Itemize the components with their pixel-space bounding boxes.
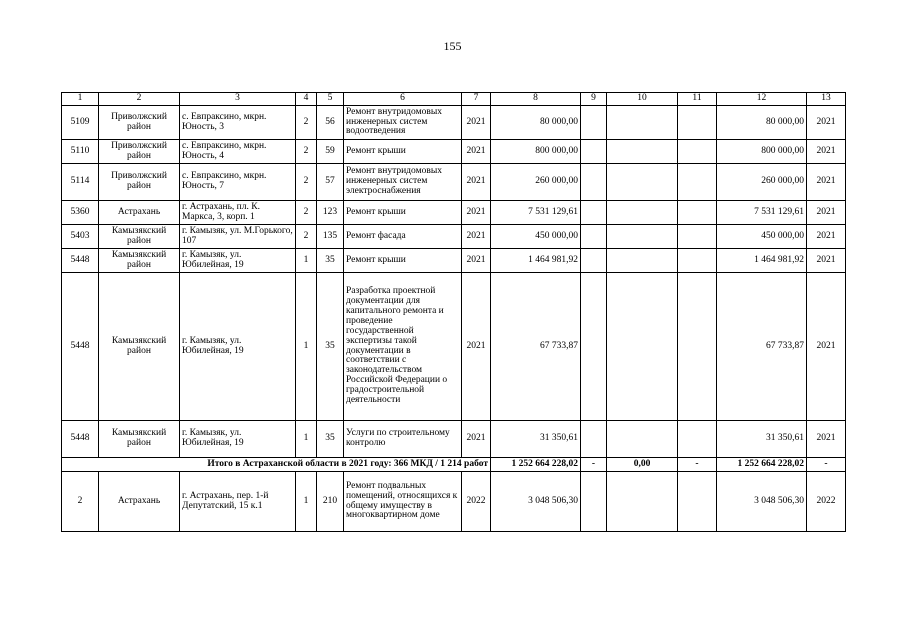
cell-col-11 xyxy=(678,201,717,225)
cell-total-cost: 1 464 981,92 xyxy=(717,249,807,273)
cell-house-id: 5109 xyxy=(62,106,99,140)
cell-col-11 xyxy=(678,225,717,249)
cell-address: г. Камызяк, ул. Юбилейная, 19 xyxy=(180,249,296,273)
cell-total-cost: 67 733,87 xyxy=(717,273,807,421)
cell-address: г. Камызяк, ул. М.Горького, 107 xyxy=(180,225,296,249)
cell-cost: 1 464 981,92 xyxy=(491,249,581,273)
cell-col-11 xyxy=(678,164,717,201)
cell-house-id: 5448 xyxy=(62,273,99,421)
cell-year: 2021 xyxy=(462,421,491,458)
cell-col-5: 35 xyxy=(317,249,344,273)
cell-col-10 xyxy=(607,140,678,164)
cell-col-10 xyxy=(607,201,678,225)
cell-cost: 450 000,00 xyxy=(491,225,581,249)
cell-year: 2021 xyxy=(462,201,491,225)
cell-work-type: Ремонт крыши xyxy=(344,249,462,273)
cell-year: 2021 xyxy=(462,164,491,201)
cell-municipality: Приволжский район xyxy=(99,140,180,164)
total-total-cost: 1 252 664 228,02 xyxy=(717,458,807,472)
cell-house-id: 5448 xyxy=(62,421,99,458)
cell-municipality: Камызякский район xyxy=(99,421,180,458)
table-row xyxy=(62,421,846,458)
cell-col-5: 35 xyxy=(317,421,344,458)
cell-col-4: 2 xyxy=(296,201,317,225)
cell-house-id: 5110 xyxy=(62,140,99,164)
cell-work-type: Ремонт крыши xyxy=(344,201,462,225)
cell-total-cost: 260 000,00 xyxy=(717,164,807,201)
header-cell: 9 xyxy=(581,93,607,106)
cell-col-9 xyxy=(581,164,607,201)
cell-work-type: Ремонт внутридомовых инженерных систем электроснабжения xyxy=(344,164,462,201)
cell-col-11 xyxy=(678,472,717,532)
cell-col-11 xyxy=(678,273,717,421)
cell-cost: 800 000,00 xyxy=(491,140,581,164)
cell-col-9 xyxy=(581,140,607,164)
cell-col-9 xyxy=(581,421,607,458)
header-cell: 10 xyxy=(607,93,678,106)
header-cell: 3 xyxy=(180,93,296,106)
cell-col-11 xyxy=(678,106,717,140)
cell-total-cost: 80 000,00 xyxy=(717,106,807,140)
cell-col-10 xyxy=(607,225,678,249)
cell-municipality: Астрахань xyxy=(99,201,180,225)
header-cell: 4 xyxy=(296,93,317,106)
cell-address: г. Астрахань, пл. К. Маркса, 3, корп. 1 xyxy=(180,201,296,225)
cell-year: 2021 xyxy=(462,273,491,421)
cell-col-9 xyxy=(581,225,607,249)
cell-col-10 xyxy=(607,164,678,201)
table-row xyxy=(62,225,846,249)
cell-municipality: Камызякский район xyxy=(99,225,180,249)
cell-work-type: Разработка проектной документации для капитального ремонта и проведение государственной экспертизы такой документации в соответствии с законодательством Российской Федерации о градостроительной деятельности xyxy=(344,273,462,421)
cell-year: 2021 xyxy=(462,106,491,140)
cell-address: с. Евпраксино, мкрн. Юность, 4 xyxy=(180,140,296,164)
cell-work-type: Ремонт фасада xyxy=(344,225,462,249)
cell-col-10 xyxy=(607,106,678,140)
cell-total-cost: 450 000,00 xyxy=(717,225,807,249)
table-row xyxy=(62,249,846,273)
cell-house-id: 5403 xyxy=(62,225,99,249)
cell-year: 2021 xyxy=(462,225,491,249)
cell-col-4: 2 xyxy=(296,225,317,249)
cell-house-id: 2 xyxy=(62,472,99,532)
cell-year-end: 2021 xyxy=(807,249,846,273)
cell-col-4: 1 xyxy=(296,421,317,458)
total-col-9: - xyxy=(581,458,607,472)
cell-col-10 xyxy=(607,421,678,458)
cell-col-4: 2 xyxy=(296,106,317,140)
cell-work-type: Ремонт крыши xyxy=(344,140,462,164)
header-cell: 1 xyxy=(62,93,99,106)
header-cell: 5 xyxy=(317,93,344,106)
cell-year-end: 2021 xyxy=(807,164,846,201)
cell-col-5: 59 xyxy=(317,140,344,164)
cell-col-5: 135 xyxy=(317,225,344,249)
cell-house-id: 5114 xyxy=(62,164,99,201)
total-year-end: - xyxy=(807,458,846,472)
cell-municipality: Астрахань xyxy=(99,472,180,532)
total-row xyxy=(62,458,846,472)
cell-col-11 xyxy=(678,140,717,164)
cell-municipality: Приволжский район xyxy=(99,164,180,201)
cell-address: г. Камызяк, ул. Юбилейная, 19 xyxy=(180,273,296,421)
cell-col-4: 1 xyxy=(296,273,317,421)
cell-col-10 xyxy=(607,273,678,421)
cell-year-end: 2022 xyxy=(807,472,846,532)
cell-col-9 xyxy=(581,201,607,225)
cell-cost: 7 531 129,61 xyxy=(491,201,581,225)
cell-col-4: 2 xyxy=(296,140,317,164)
total-col-11: - xyxy=(678,458,717,472)
header-cell: 11 xyxy=(678,93,717,106)
total-cost: 1 252 664 228,02 xyxy=(491,458,581,472)
cell-address: с. Евпраксино, мкрн. Юность, 3 xyxy=(180,106,296,140)
cell-municipality: Камызякский район xyxy=(99,273,180,421)
cell-address: г. Камызяк, ул. Юбилейная, 19 xyxy=(180,421,296,458)
cell-total-cost: 3 048 506,30 xyxy=(717,472,807,532)
cell-address: с. Евпраксино, мкрн. Юность, 7 xyxy=(180,164,296,201)
header-cell: 7 xyxy=(462,93,491,106)
repair-program-table xyxy=(61,92,846,532)
cell-work-type: Ремонт внутридомовых инженерных систем водоотведения xyxy=(344,106,462,140)
cell-cost: 67 733,87 xyxy=(491,273,581,421)
table-row xyxy=(62,472,846,532)
cell-total-cost: 800 000,00 xyxy=(717,140,807,164)
cell-col-4: 1 xyxy=(296,249,317,273)
cell-col-4: 2 xyxy=(296,164,317,201)
cell-col-4: 1 xyxy=(296,472,317,532)
header-row xyxy=(62,93,846,106)
cell-year-end: 2021 xyxy=(807,273,846,421)
cell-year-end: 2021 xyxy=(807,106,846,140)
cell-year: 2021 xyxy=(462,249,491,273)
cell-col-9 xyxy=(581,249,607,273)
cell-municipality: Приволжский район xyxy=(99,106,180,140)
cell-col-9 xyxy=(581,273,607,421)
cell-col-5: 56 xyxy=(317,106,344,140)
cell-col-5: 57 xyxy=(317,164,344,201)
header-cell: 2 xyxy=(99,93,180,106)
cell-col-9 xyxy=(581,472,607,532)
cell-year: 2022 xyxy=(462,472,491,532)
total-label: Итого в Астраханской области в 2021 году: 366 МКД / 1 214 работ xyxy=(62,458,491,472)
cell-cost: 260 000,00 xyxy=(491,164,581,201)
cell-year-end: 2021 xyxy=(807,225,846,249)
cell-year-end: 2021 xyxy=(807,201,846,225)
header-cell: 6 xyxy=(344,93,462,106)
cell-cost: 80 000,00 xyxy=(491,106,581,140)
cell-cost: 3 048 506,30 xyxy=(491,472,581,532)
cell-col-5: 210 xyxy=(317,472,344,532)
page-number: 155 xyxy=(443,39,462,53)
cell-house-id: 5360 xyxy=(62,201,99,225)
cell-col-9 xyxy=(581,106,607,140)
cell-municipality: Камызякский район xyxy=(99,249,180,273)
cell-house-id: 5448 xyxy=(62,249,99,273)
cell-cost: 31 350,61 xyxy=(491,421,581,458)
header-cell: 8 xyxy=(491,93,581,106)
total-col-10: 0,00 xyxy=(607,458,678,472)
cell-year-end: 2021 xyxy=(807,421,846,458)
cell-col-11 xyxy=(678,421,717,458)
cell-col-5: 35 xyxy=(317,273,344,421)
table-row xyxy=(62,140,846,164)
cell-address: г. Астрахань, пер. 1-й Депутатский, 15 к.1 xyxy=(180,472,296,532)
table-row xyxy=(62,201,846,225)
table-row xyxy=(62,106,846,140)
cell-col-10 xyxy=(607,249,678,273)
cell-work-type: Услуги по строительному контролю xyxy=(344,421,462,458)
cell-col-5: 123 xyxy=(317,201,344,225)
cell-work-type: Ремонт подвальных помещений, относящихся к общему имуществу в многоквартирном доме xyxy=(344,472,462,532)
cell-total-cost: 31 350,61 xyxy=(717,421,807,458)
cell-year: 2021 xyxy=(462,140,491,164)
table-row xyxy=(62,273,846,421)
cell-year-end: 2021 xyxy=(807,140,846,164)
cell-total-cost: 7 531 129,61 xyxy=(717,201,807,225)
cell-col-10 xyxy=(607,472,678,532)
cell-col-11 xyxy=(678,249,717,273)
table-row xyxy=(62,164,846,201)
header-cell: 12 xyxy=(717,93,807,106)
header-cell: 13 xyxy=(807,93,846,106)
